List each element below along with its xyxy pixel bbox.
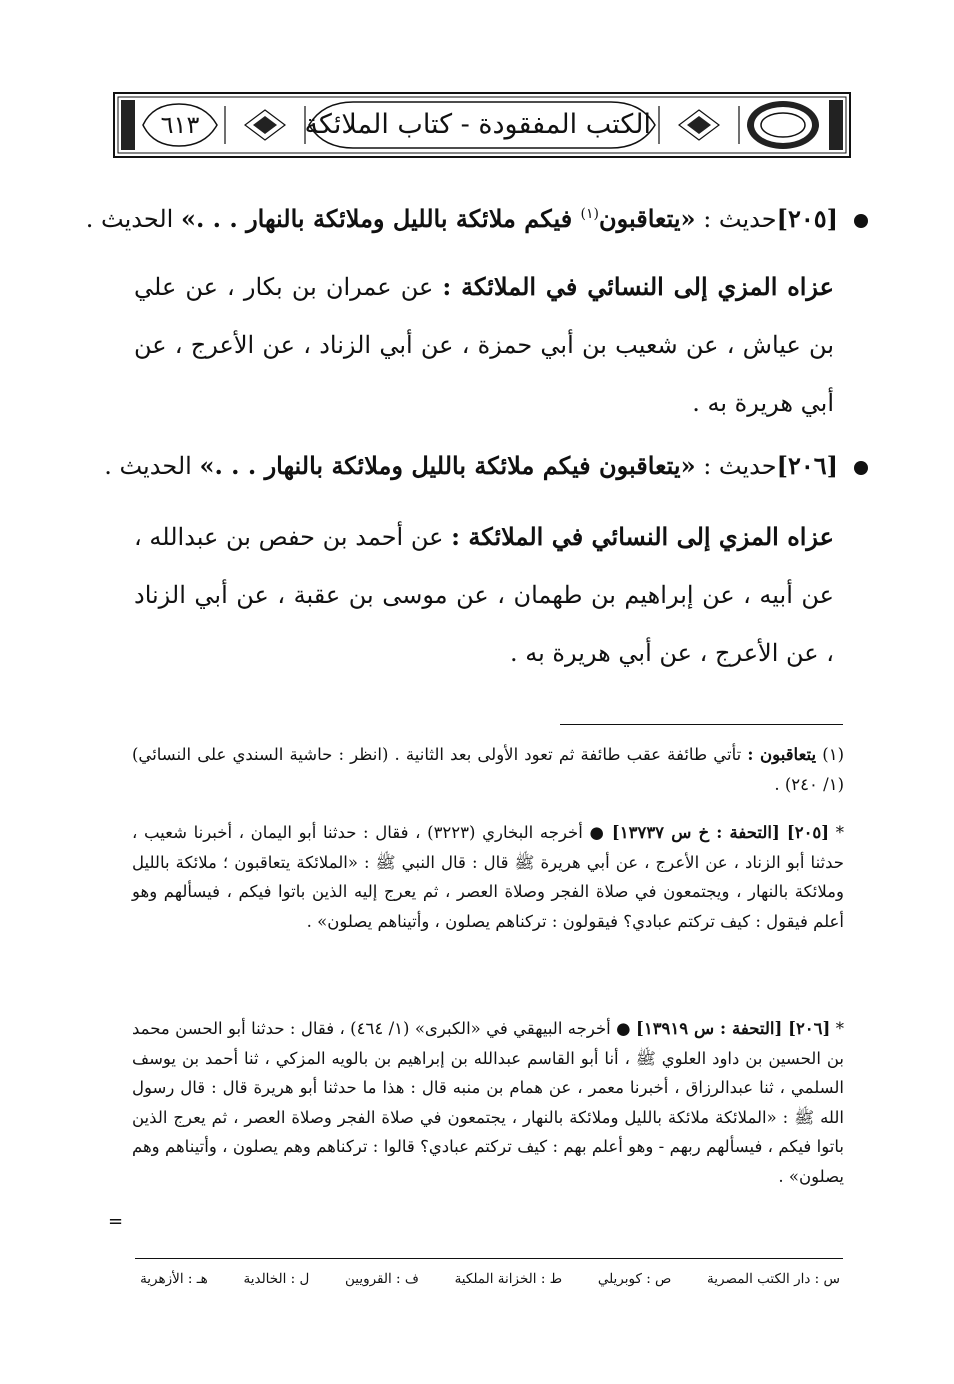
footnote-ref: (١) (580, 206, 599, 222)
isnad-text: عن أحمد بن حفص بن عبدالله ، عن أبيه ، عن إبراهيم بن طهمان ، عن موسى بن عقبة ، عن أبي الزناد ، عن الأعرج ، عن أبي هريرة به . (134, 523, 834, 667)
entry-label: حديث : (703, 205, 777, 233)
footnote-1 (132, 740, 844, 799)
entry-label: حديث : (703, 452, 777, 480)
footnote-text: تأتي طائفة عقب طائفة ثم تعود الأولى بعد الثانية . (انظر : حاشية السندي على النسائي) (١/ ٢٤٠) . (132, 745, 844, 794)
footnote-205 (132, 818, 844, 936)
hadith-text: «يتعاقبون فيكم ملائكة بالليل وملائكة بالنهار . . .» (199, 451, 696, 480)
footnote-text: ● أخرجه البيهقي في «الكبرى» (١/ ٤٦٤) ، فقال : حدثنا أبو الحسن محمد بن الحسين بن داود العلوي ﷺ ، أنا أبو القاسم عبدالله بن إبراهيم بن بالويه المزكي ، ثنا أحمد بن يوسف السلمي ، ثنا عبدالرزاق ، أخبرنا معمر ، عن همام بن منبه قال : هذا ما حدثنا أبو هريرة قال : قال رسول الله ﷺ : «الملائكة ملائكة بالليل وملائكة بالنهار ، يجتمعون في صلاة الفجر وصلاة العصر ، ثم يعرج الذين باتوا فيكم ، فيسألهم ربهم - وهو أعلم بهم : كيف تركتم عبادي؟ قالوا : تركناهم وهم يصلون ، وأتيناهم وهم يصلون» . (132, 1019, 844, 1186)
footnote-marker: * (835, 823, 845, 842)
legend-item: ل : الخالدية (243, 1271, 310, 1287)
entry-heading-206 (78, 444, 868, 488)
legend-item: س : دار الكتب المصرية (707, 1271, 840, 1287)
legend-separator (135, 1258, 843, 1259)
hadith-text-rest: فيكم ملائكة بالليل وملائكة بالنهار . . .» (180, 204, 581, 233)
entry-tail: الحديث . (85, 205, 181, 233)
hadith-text: «يتعاقبون (599, 204, 696, 233)
footnote-marker: (١) (822, 745, 845, 764)
footnote-ref-label: [٢٠٦] [التحفة : س ١٣٩١٩] (636, 1019, 831, 1038)
isnad-text: عن عمران بن بكار ، عن علي بن عياش ، عن شعيب بن أبي حمزة ، عن أبي الزناد ، عن الأعرج ، عن أبي هريرة به . (134, 273, 834, 417)
entry-tail: الحديث . (104, 452, 200, 480)
running-title: الكتب المفقودة - كتاب الملائكة (304, 109, 651, 140)
entry-heading-205 (78, 192, 868, 241)
entry-number: [٢٠٦] (776, 451, 838, 480)
continuation-mark: = (108, 1211, 124, 1232)
footnote-ref-label: [٢٠٥] [التحفة : خ س ١٣٧٣٧] (611, 823, 830, 842)
footnote-marker: * (835, 1019, 844, 1038)
footnote-206 (132, 1014, 844, 1191)
attribution-lead: عزاه المزي إلى النسائي في الملائكة : (451, 522, 834, 551)
entry-body-206 (134, 508, 834, 682)
legend-item: ط : الخزانة الملكية (454, 1271, 563, 1287)
manuscript-legend (140, 1266, 840, 1292)
legend-item: ف : القرويين (344, 1271, 419, 1287)
footnote-separator (560, 724, 843, 725)
legend-item: هـ : الأزهرية (140, 1271, 208, 1287)
entry-number: [٢٠٥] (776, 204, 838, 233)
footnote-text: ● أخرجه البخاري (٣٢٢٣) ، فقال : حدثنا أبو اليمان ، أخبرنا شعيب ، حدثنا أبو الزناد ، عن الأعرج ، عن أبي هريرة ﷺ قال : قال النبي ﷺ : «الملائكة يتعاقبون ؛ ملائكة بالليل وملائكة بالنهار ، ويجتمعون في صلاة الفجر وصلاة العصر ، ثم يعرج إليه الذين باتوا فيكم ، فيسألهم وهو أعلم فيقول : كيف تركتم عبادي؟ فيقولون : تركناهم يصلون ، وأتيناهم يصلون» . (132, 823, 844, 931)
legend-item: ص : كوبريلي (597, 1271, 672, 1287)
attribution-lead: عزاه المزي إلى النسائي في الملائكة : (442, 272, 834, 301)
footnote-term: يتعاقبون : (747, 745, 817, 764)
entry-body-205 (134, 258, 834, 432)
page-header (113, 92, 851, 158)
bullet-icon (854, 461, 868, 475)
page-number: ٦١٣ (160, 111, 200, 139)
bullet-icon (854, 214, 868, 228)
